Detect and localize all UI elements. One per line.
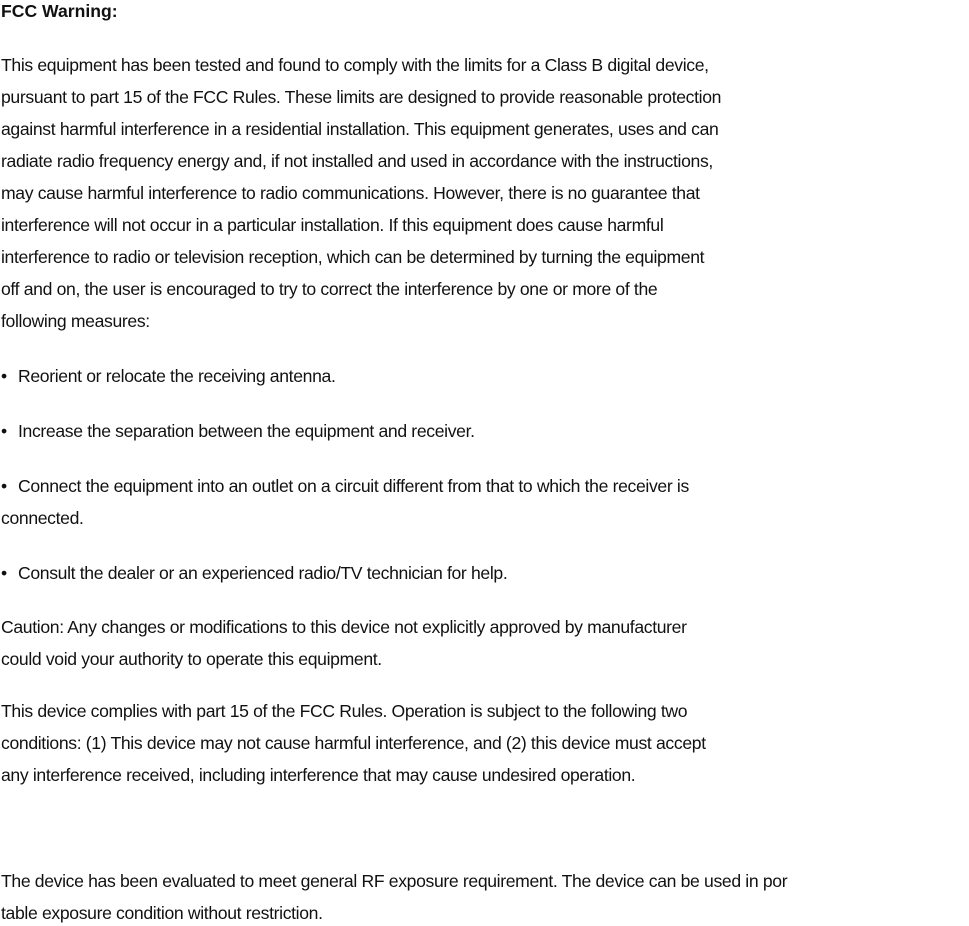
bullet-icon: •: [1, 563, 7, 583]
intro-line-8: off and on, the user is encouraged to try to correct the interference by one or more of the: [1, 279, 658, 299]
intro-line-7: interference to radio or television reception, which can be determined by turning the equipment: [1, 247, 705, 267]
bullet-icon: •: [1, 366, 7, 386]
bullet-text: Reorient or relocate the receiving antenna.: [18, 366, 336, 386]
intro-line-6: interference will not occur in a particular installation. If this equipment does cause harmful: [1, 215, 664, 235]
bullet-item-outlet-continuation: connected.: [1, 508, 84, 528]
bullet-item-separation: [1, 420, 475, 442]
intro-line-2: pursuant to part 15 of the FCC Rules. These limits are designed to provide reasonable protection: [1, 87, 722, 107]
rf-exposure-line-2: table exposure condition without restriction.: [1, 903, 323, 923]
compliance-line-1: This device complies with part 15 of the FCC Rules. Operation is subject to the following two: [1, 701, 688, 721]
compliance-line-2: conditions: (1) This device may not cause harmful interference, and (2) this device must accept: [1, 733, 706, 753]
bullet-icon: •: [1, 476, 7, 496]
caution-line-1: Caution: Any changes or modifications to this device not explicitly approved by manufacturer: [1, 617, 687, 637]
intro-line-9: following measures:: [1, 311, 150, 331]
bullet-text: Consult the dealer or an experienced radio/TV technician for help.: [18, 563, 508, 583]
intro-line-4: radiate radio frequency energy and, if not installed and used in accordance with the instructions,: [1, 151, 713, 171]
bullet-item-outlet: [1, 475, 689, 497]
compliance-line-3: any interference received, including interference that may cause undesired operation.: [1, 765, 636, 785]
bullet-text: Increase the separation between the equipment and receiver.: [18, 421, 475, 441]
rf-exposure-line-1: The device has been evaluated to meet general RF exposure requirement. The device can be used in por: [1, 871, 788, 891]
document-heading: FCC Warning:: [1, 1, 118, 21]
bullet-text: Connect the equipment into an outlet on a circuit different from that to which the receiver is: [18, 476, 689, 496]
bullet-icon: •: [1, 421, 7, 441]
bullet-item-reorient: [1, 365, 335, 387]
bullet-item-consult: [1, 562, 507, 584]
caution-line-2: could void your authority to operate this equipment.: [1, 649, 382, 669]
intro-line-1: This equipment has been tested and found to comply with the limits for a Class B digital device,: [1, 55, 709, 75]
intro-line-5: may cause harmful interference to radio communications. However, there is no guarantee that: [1, 183, 700, 203]
intro-line-3: against harmful interference in a residential installation. This equipment generates, uses and can: [1, 119, 719, 139]
